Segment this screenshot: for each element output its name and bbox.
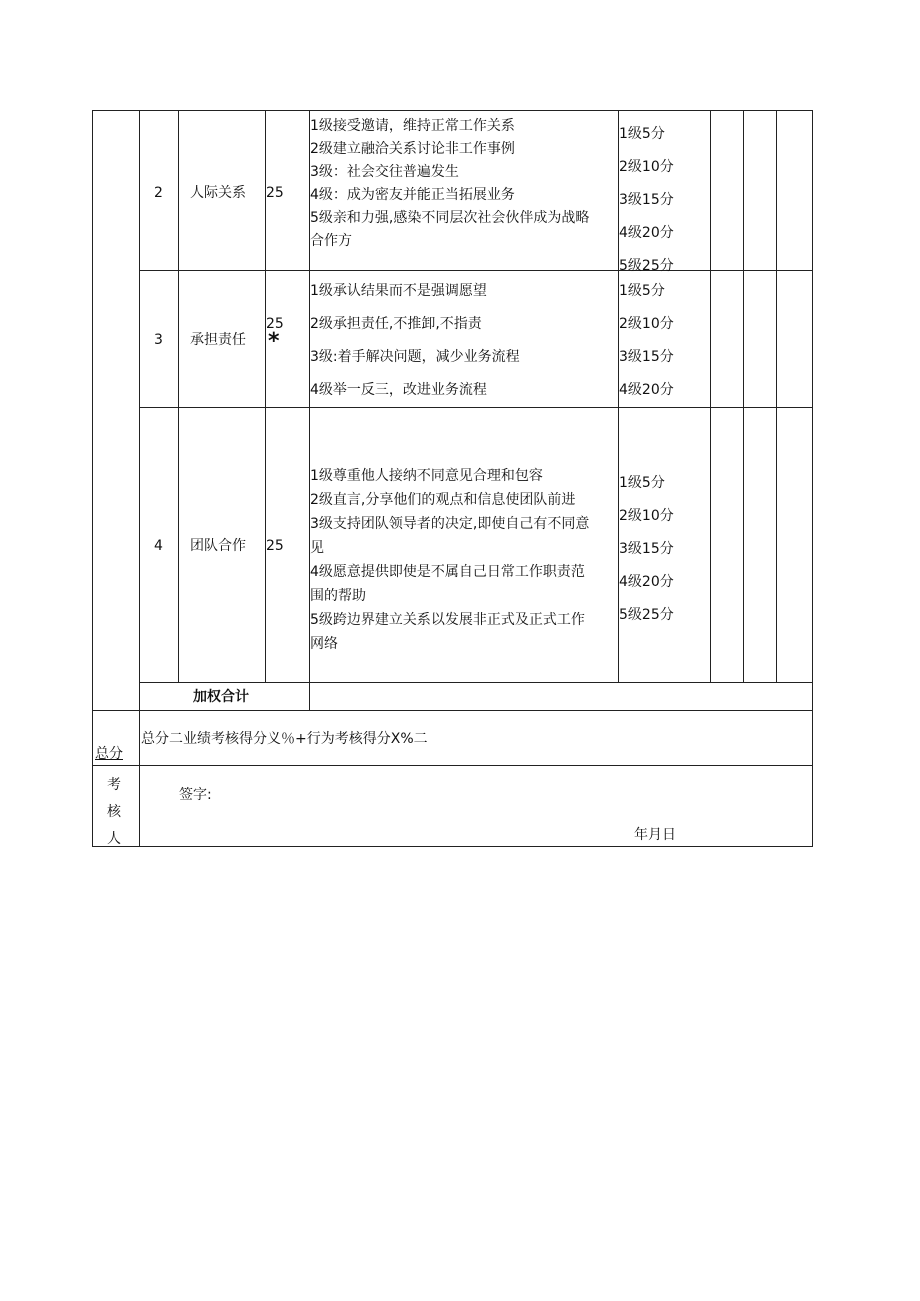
score-line: 2级10分 [619,508,674,524]
weight-mark: * [268,329,280,354]
assessor-label-char: 考 [107,777,121,793]
score-line: 2级10分 [619,159,674,175]
grid-line [92,765,813,766]
date-label: 年月日 [634,827,676,843]
row-weight: 25 [266,185,284,201]
criteria-line: 2级建立融洽关系讨论非工作事例 [310,141,515,157]
row-scores [619,275,674,407]
grid-line [710,110,711,682]
grid-line [92,110,93,847]
criteria-line: 4级愿意提供即使是不属自己日常工作职责范 [310,564,585,580]
assessor-label-char: 核 [107,804,121,820]
assessor-label [107,772,121,853]
row-criteria [310,464,616,656]
row-index: 4 [154,538,163,554]
row-scores [619,118,674,283]
grid-line [139,407,813,408]
total-formula: 总分二业绩考核得分义％+行为考核得分X%二 [141,731,428,747]
criteria-line: 5级亲和力强,感染不同层次社会伙伴成为战略 [310,210,590,226]
row-name: 人际关系 [190,185,246,201]
grid-line [92,710,813,711]
criteria-line: 4级：成为密友并能正当拓展业务 [310,187,515,203]
score-line: 4级20分 [619,574,674,590]
row-scores [619,467,674,632]
grid-line [92,846,813,847]
criteria-line: 1级接受邀请，维持正常工作关系 [310,118,515,134]
grid-line [812,110,813,847]
total-label: 总分 [95,746,123,762]
row-criteria [310,115,616,253]
score-line: 1级5分 [619,126,665,142]
criteria-line: 3级：社会交往普遍发生 [310,164,459,180]
row-index: 3 [154,332,163,348]
row-index: 2 [154,185,163,201]
grid-line [139,110,140,847]
score-line: 3级15分 [619,192,674,208]
row-weight: 25 [266,538,284,554]
criteria-line: 4级举一反三，改进业务流程 [310,382,487,398]
criteria-line: 见 [310,540,324,556]
score-line: 5级25分 [619,258,674,274]
row-name: 承担责任 [190,332,246,348]
criteria-line: 3级支持团队领导者的决定,即使自己有不同意 [310,516,590,532]
weighted-total-label: 加权合计 [193,689,249,705]
score-line: 4级20分 [619,382,674,398]
criteria-line: 合作方 [310,233,352,249]
criteria-line: 3级:着手解决问题，减少业务流程 [310,349,520,365]
score-line: 3级15分 [619,349,674,365]
signature-label: 签字: [179,787,212,803]
grid-line [92,110,813,111]
row-name: 团队合作 [190,538,246,554]
criteria-line: 2级承担责任,不推卸,不指责 [310,316,482,332]
criteria-line: 网络 [310,636,338,652]
score-line: 2级10分 [619,316,674,332]
score-line: 3级15分 [619,541,674,557]
criteria-line: 围的帮助 [310,588,366,604]
score-line: 4级20分 [619,225,674,241]
grid-line [178,110,179,682]
score-line: 5级25分 [619,607,674,623]
grid-line [776,110,777,682]
grid-line [139,270,813,271]
row-criteria [310,275,616,407]
criteria-line: 5级跨边界建立关系以发展非正式及正式工作 [310,612,585,628]
grid-line [139,682,813,683]
score-line: 1级5分 [619,475,665,491]
grid-line [743,110,744,682]
criteria-line: 2级直言,分享他们的观点和信息使团队前进 [310,492,576,508]
assessor-label-char: 人 [107,831,121,847]
row-weight: 25 [266,316,284,332]
score-line: 1级5分 [619,283,665,299]
criteria-line: 1级尊重他人接纳不同意见合理和包容 [310,468,543,484]
criteria-line: 1级承认结果而不是强调愿望 [310,283,487,299]
